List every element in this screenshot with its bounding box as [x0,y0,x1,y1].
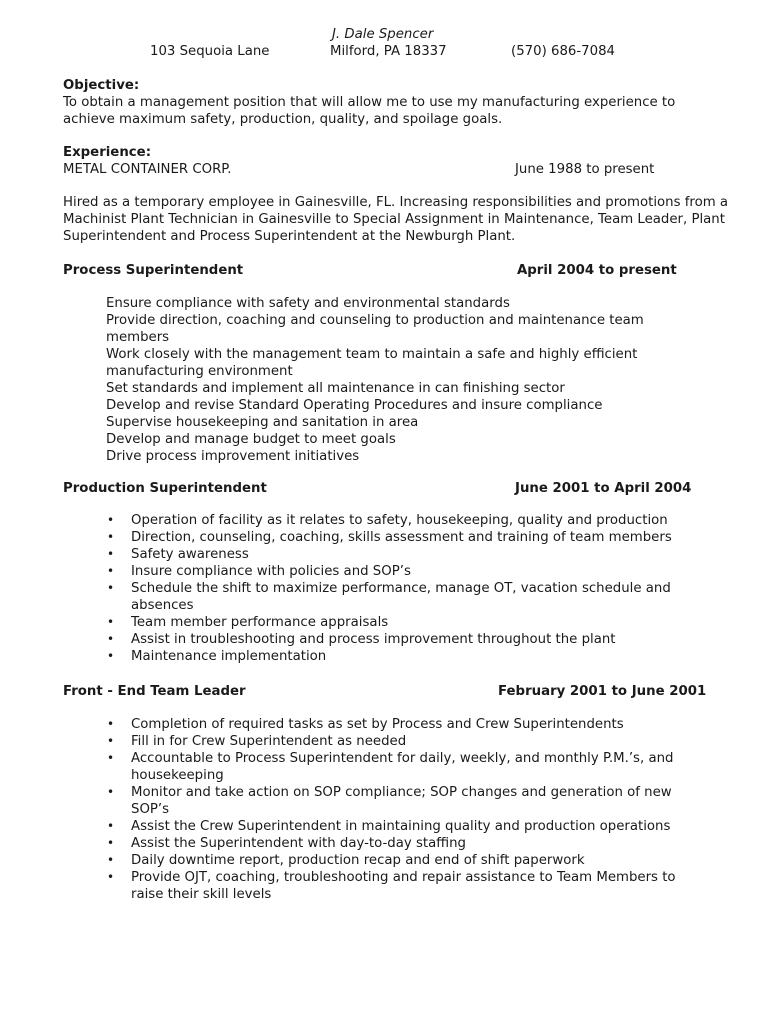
list-item [107,529,711,546]
bullet-icon: • [107,547,115,561]
list-item-text: Maintenance implementation [131,649,327,664]
position-dates: June 2001 to April 2004 [515,481,692,496]
list-item [107,580,711,614]
list-item-text: Direction, counseling, coaching, skills assessment and training of team members [131,530,672,545]
list-item [107,750,711,784]
address-street: 103 Sequoia Lane [150,44,270,59]
list-item: Work closely with the management team to maintain a safe and highly efficient manufacturing environment [106,347,638,379]
list-item-text: Assist the Superintendent with day-to-day staffing [131,836,466,851]
list-item-text: Schedule the shift to maximize performance, manage OT, vacation schedule and absences [131,581,671,613]
list-item [107,631,711,648]
address-city: Milford, PA 18337 [330,44,447,59]
list-item [107,869,711,903]
position-title: Production Superintendent [63,481,267,496]
list-item-text: Operation of facility as it relates to safety, housekeeping, quality and production [131,513,668,528]
list-item [107,835,711,852]
list-item [107,852,711,869]
list-item [107,818,711,835]
position-title: Front - End Team Leader [63,684,246,699]
company-dates: June 1988 to present [515,162,655,177]
position-duties-list [107,716,711,903]
bullet-icon: • [107,632,115,646]
list-item-text: Monitor and take action on SOP compliance; SOP changes and generation of new SOP’s [131,785,672,817]
position-dates: April 2004 to present [517,263,677,278]
bullet-icon: • [107,513,115,527]
bullet-icon: • [107,615,115,629]
list-item: Develop and revise Standard Operating Procedures and insure compliance [106,398,603,413]
applicant-name: J. Dale Spencer [332,27,434,42]
list-item [107,733,711,750]
list-item-text: Accountable to Process Superintendent for daily, weekly, and monthly P.M.’s, and housekeeping [131,751,674,783]
bullet-icon: • [107,530,115,544]
list-item: Supervise housekeeping and sanitation in area [106,415,419,430]
experience-summary: Hired as a temporary employee in Gainesville, FL. Increasing responsibilities and promotions from a Machinist Plant Technician in Gainesville to Special Assignment in Maintenance, Team Leader, Plant Superintendent and Process Superintendent at the Newburgh Plant. [63,195,729,244]
bullet-icon: • [107,717,115,731]
bullet-icon: • [107,853,115,867]
bullet-icon: • [107,751,115,765]
list-item-text: Assist the Crew Superintendent in maintaining quality and production operations [131,819,671,834]
position-duties-list [106,295,696,465]
list-item-text: Daily downtime report, production recap and end of shift paperwork [131,853,585,868]
list-item [107,716,711,733]
bullet-icon: • [107,564,115,578]
list-item-text: Assist in troubleshooting and process improvement throughout the plant [131,632,616,647]
list-item: Ensure compliance with safety and environmental standards [106,296,510,311]
list-item [107,648,711,665]
list-item [107,784,711,818]
bullet-icon: • [107,836,115,850]
objective-text: To obtain a management position that will allow me to use my manufacturing experience to achieve maximum safety, production, quality, and spoilage goals. [63,95,676,127]
bullet-icon: • [107,734,115,748]
phone-number: (570) 686-7084 [511,44,615,59]
bullet-icon: • [107,819,115,833]
experience-heading: Experience: [63,145,152,160]
list-item [107,563,711,580]
bullet-icon: • [107,870,115,884]
list-item-text: Completion of required tasks as set by Process and Crew Superintendents [131,717,624,732]
list-item [107,512,711,529]
company-name: METAL CONTAINER CORP. [63,162,232,177]
bullet-icon: • [107,785,115,799]
bullet-icon: • [107,581,115,595]
list-item: Provide direction, coaching and counseling to production and maintenance team members [106,313,644,345]
list-item-text: Team member performance appraisals [131,615,389,630]
list-item: Set standards and implement all maintenance in can finishing sector [106,381,565,396]
bullet-icon: • [107,649,115,663]
list-item [107,614,711,631]
list-item-text: Insure compliance with policies and SOP’s [131,564,411,579]
position-dates: February 2001 to June 2001 [498,684,707,699]
list-item-text: Fill in for Crew Superintendent as needed [131,734,407,749]
list-item: Drive process improvement initiatives [106,449,360,464]
objective-heading: Objective: [63,78,140,93]
position-duties-list [107,512,711,665]
list-item: Develop and manage budget to meet goals [106,432,396,447]
list-item [107,546,711,563]
list-item-text: Safety awareness [131,547,249,562]
position-title: Process Superintendent [63,263,244,278]
list-item-text: Provide OJT, coaching, troubleshooting and repair assistance to Team Members to raise their skill levels [131,870,676,902]
